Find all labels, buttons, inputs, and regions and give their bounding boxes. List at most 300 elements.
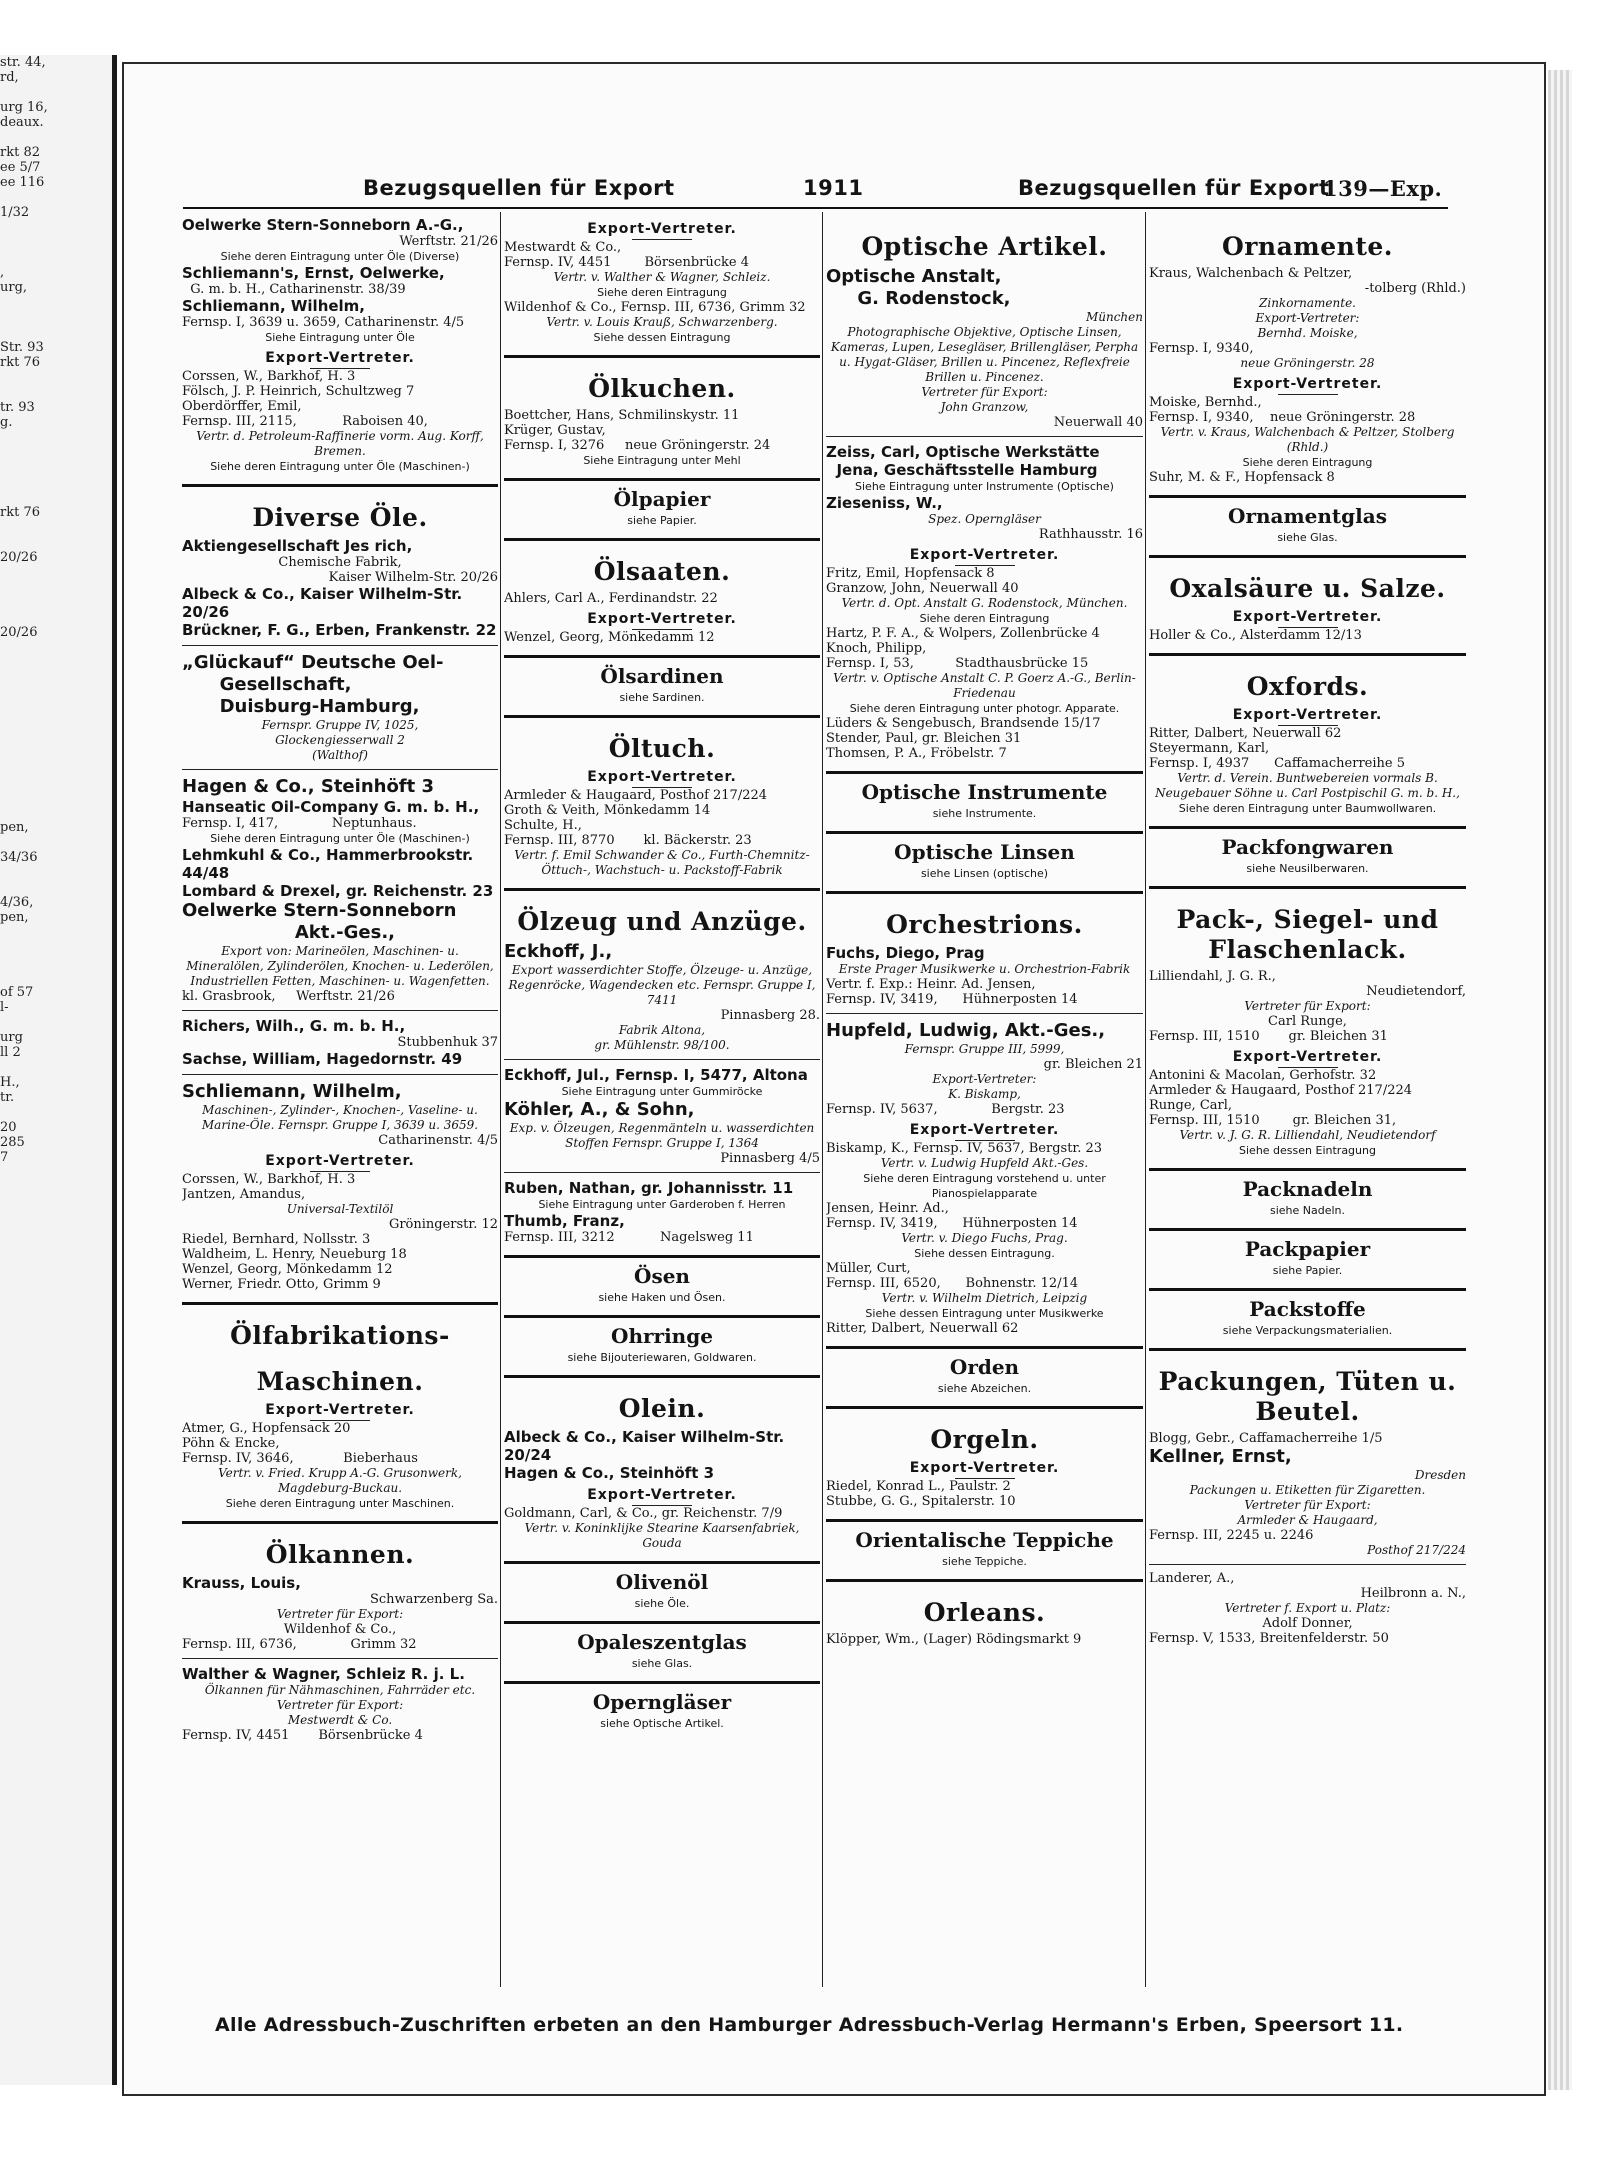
cross-reference: Siehe deren Eintragung: [1242, 456, 1373, 469]
entry-line: Klöpper, Wm., (Lager) Rödingsmarkt 9: [826, 1632, 1082, 1647]
cross-reference: Siehe deren Eintragung unter Baumwollwaren.: [1178, 802, 1437, 815]
column-divider: [822, 212, 823, 1987]
section-rule: [1149, 653, 1466, 656]
entry-line: Fernsp. IV, 5637, Bergstr. 23: [826, 1102, 1065, 1117]
firm-name: Krauss, Louis,: [182, 1574, 301, 1592]
subsection-heading: Operngläser: [592, 1690, 732, 1714]
description: Export von: Marineölen, Maschinen- u. Mineralölen, Zylinderölen, Knochen- u. Lederölen, Industriellen Fetten, Maschinen- u. Wagenfetten.: [186, 944, 498, 988]
entry-line: Fernsp. V, 1533, Breitenfelderstr. 50: [1149, 1631, 1389, 1646]
facing-page-text: l-: [0, 1000, 9, 1015]
section-heading: Olein.: [618, 1394, 706, 1423]
subsection-heading: Optische Instrumente: [861, 780, 1108, 804]
description: Mestwerdt & Co.: [287, 1713, 393, 1727]
description: Vertreter für Export:: [921, 385, 1048, 399]
firm-name: Oelwerke Stern-Sonneborn A.-G.,: [182, 216, 464, 234]
entry-line: Fernsp. I, 9340, neue Gröningerstr. 28: [1149, 410, 1416, 425]
entry-line: Riedel, Bernhard, Nollsstr. 3: [182, 1232, 371, 1247]
entry-line: Fölsch, J. P. Heinrich, Schultzweg 7: [182, 384, 415, 399]
facing-page-text: of 57: [0, 985, 34, 1000]
entry-line: Müller, Curt,: [826, 1261, 911, 1276]
facing-page-text: urg 16,: [0, 100, 48, 115]
section-rule: [826, 771, 1143, 774]
cross-reference: siehe Nadeln.: [1269, 1204, 1346, 1217]
cross-reference: Siehe dessen Eintragung: [1239, 1144, 1376, 1157]
section-rule: [182, 1521, 498, 1524]
entry-line: Suhr, M. & F., Hopfensack 8: [1149, 470, 1335, 485]
facing-page-text: ll 2: [0, 1045, 21, 1060]
entry-rule: [1149, 1564, 1466, 1565]
entry-line: Granzow, John, Neuerwall 40: [826, 581, 1019, 596]
entry-rule: [182, 1658, 498, 1659]
description: Vertr. v. Walther & Wagner, Schleiz.: [553, 270, 771, 284]
entry-line: Goldmann, Carl, & Co., gr. Reichenstr. 7/9: [504, 1506, 783, 1521]
entry-rule: [504, 1059, 820, 1060]
facing-page-text: [0, 430, 112, 445]
facing-page-text: rkt 76: [0, 505, 40, 520]
description: Photographische Objektive, Optische Linsen, Kameras, Lupen, Lesegläser, Brillengläser, Perpha u. Hygat-Gläser, Brillen u. Pincenez, Reflexfreie Brillen u. Pincenez.: [830, 325, 1142, 384]
entry-line: Runge, Carl,: [1149, 1098, 1233, 1113]
description: Export-Vertreter:: [1255, 311, 1360, 325]
section-rule: [826, 831, 1143, 834]
facing-page-text: [0, 85, 112, 100]
section-rule: [504, 1621, 820, 1624]
description: Vertr. v. Diego Fuchs, Prag.: [901, 1231, 1068, 1245]
facing-page-text: 285: [0, 1135, 25, 1150]
header-rule: [183, 207, 1448, 209]
entry-line: Stubbenhuk 37: [397, 1035, 498, 1050]
entry-line: Oberdörffer, Emil,: [182, 399, 302, 414]
facing-page-text: [0, 685, 112, 700]
entry-rule: [182, 1010, 498, 1011]
facing-page-text: [0, 220, 112, 235]
entry-line: Schwarzenberg Sa.: [369, 1592, 498, 1607]
section-heading: Optische Artikel.: [861, 232, 1108, 261]
facing-page-text: [0, 1060, 112, 1075]
subsection-heading: Packpapier: [1244, 1237, 1371, 1261]
facing-page-text: [0, 385, 112, 400]
entry-line: Fernsp. IV, 3419, Hühnerposten 14: [826, 1216, 1078, 1231]
firm-name-large: Schliemann, Wilhelm,: [182, 1081, 402, 1102]
firm-name: Walther & Wagner, Schleiz R. j. L.: [182, 1665, 465, 1683]
facing-page-text: [0, 880, 112, 895]
entry-line: Fernsp. III, 1510 gr. Bleichen 31,: [1149, 1113, 1397, 1128]
page-number: 139—Exp.: [1323, 176, 1443, 201]
firm-name-large: Optische Anstalt,: [826, 266, 1002, 287]
subheading: Export-Vertreter.: [504, 612, 820, 630]
section-rule: [504, 1375, 820, 1378]
facing-page-text: 34/36: [0, 850, 38, 865]
entry-line: Posthof 217/224: [1367, 1543, 1466, 1557]
facing-page-text: rkt 82: [0, 145, 40, 160]
facing-page-text: [0, 715, 112, 730]
facing-page-text: [0, 610, 112, 625]
subsection-heading: Ohrringe: [611, 1324, 713, 1348]
subsection-heading: Olivenöl: [615, 1570, 709, 1594]
entry-line: Jensen, Heinr. Ad.,: [826, 1201, 949, 1216]
firm-name: Lehmkuhl & Co., Hammerbrookstr. 44/48: [182, 846, 479, 882]
cross-reference: siehe Glas.: [631, 1657, 693, 1670]
facing-page-text: 1/32: [0, 205, 30, 220]
facing-page-text: rd,: [0, 70, 19, 85]
facing-page-text: [0, 325, 112, 340]
entry-line: Schulte, H.,: [504, 818, 582, 833]
firm-name: Richers, Wilh., G. m. b. H.,: [182, 1017, 406, 1035]
entry-line: Moiske, Bernhd.,: [1149, 395, 1262, 410]
firm-name-large: Duisburg-Hamburg,: [182, 696, 420, 717]
facing-page-text: [0, 190, 112, 205]
subheading: Export-Vertreter.: [182, 1403, 498, 1421]
subheading: Export-Vertreter.: [826, 548, 1143, 566]
description: Vertr. v. Louis Krauß, Schwarzenberg.: [546, 315, 778, 329]
section-rule: [504, 1255, 820, 1258]
subsection-heading: Opaleszentglas: [577, 1630, 747, 1654]
facing-page-text: [0, 1105, 112, 1120]
section-rule: [504, 538, 820, 541]
description: Vertreter für Export:: [276, 1698, 404, 1712]
footer-notice: Alle Adressbuch-Zuschriften erbeten an den Hamburger Adressbuch-Verlag Hermann's Erben, Speersort 11.: [215, 2014, 1404, 2036]
entry-line: Chemische Fabrik,: [278, 555, 402, 570]
section-heading: Ölzeug und Anzüge.: [517, 907, 807, 936]
description: John Granzow,: [940, 400, 1029, 414]
facing-page-text: [0, 925, 112, 940]
facing-page-text: [0, 970, 112, 985]
entry-line: Ritter, Dalbert, Neuerwall 62: [826, 1321, 1019, 1336]
description: (Walthof): [312, 748, 368, 762]
firm-name-large: Köhler, A., & Sohn,: [504, 1099, 695, 1120]
subheading: Export-Vertreter.: [504, 222, 820, 240]
facing-page-text: 4/36,: [0, 895, 34, 910]
entry-line: Jantzen, Amandus,: [182, 1187, 306, 1202]
entry-line: Steyermann, Karl,: [1149, 741, 1270, 756]
description: Vertreter für Export:: [1244, 1498, 1371, 1512]
firm-name: Lombard & Drexel, gr. Reichenstr. 23: [182, 882, 494, 900]
entry-rule: [182, 769, 498, 770]
entry-line: Ahlers, Carl A., Ferdinandstr. 22: [504, 591, 718, 606]
facing-page-text: [0, 295, 112, 310]
entry-line: Fernsp. IV, 4451 Börsenbrücke 4: [182, 1728, 423, 1743]
facing-page-text: [0, 565, 112, 580]
cross-reference: Siehe deren Eintragung: [919, 612, 1050, 625]
section-rule: [504, 1681, 820, 1684]
subheading: Export-Vertreter.: [182, 351, 498, 369]
entry-line: Armleder & Haugaard, Posthof 217/224: [1149, 1083, 1413, 1098]
entry-line: Pinnasberg 4/5: [720, 1151, 820, 1166]
entry-line: Fernsp. IV, 4451 Börsenbrücke 4: [504, 255, 750, 270]
subsection-heading: Packstoffe: [1249, 1297, 1366, 1321]
description: Vertr. v. Fried. Krupp A.-G. Grusonwerk, Magdeburg-Buckau.: [218, 1466, 466, 1495]
description: Erste Prager Musikwerke u. Orchestrion-Fabrik: [838, 962, 1131, 976]
section-heading: Orleans.: [923, 1598, 1046, 1627]
description: Zinkornamente.: [1259, 296, 1356, 310]
firm-name: Schliemann's, Ernst, Oelwerke,: [182, 264, 445, 282]
cross-reference: Siehe deren Eintragung: [597, 286, 727, 299]
column-2: [504, 216, 820, 1986]
cross-reference: siehe Glas.: [1277, 531, 1338, 544]
facing-page-text: [0, 475, 112, 490]
section-heading: Oxalsäure u. Salze.: [1169, 574, 1446, 603]
section-rule: [504, 888, 820, 891]
entry-line: Neuerwall 40: [1053, 415, 1143, 430]
subsection-heading: Ölsardinen: [600, 664, 724, 688]
entry-line: Ritter, Dalbert, Neuerwall 62: [1149, 726, 1342, 741]
facing-page-text: [0, 745, 112, 760]
description: Armleder & Haugaard,: [1237, 1513, 1378, 1527]
description: Exp. v. Ölzeugen, Regenmänteln u. wasserdichten Stoffen Fernspr. Gruppe I, 1364: [509, 1121, 819, 1150]
entry-line: Thomsen, P. A., Fröbelstr. 7: [826, 746, 1007, 761]
description: neue Gröningerstr. 28: [1240, 356, 1375, 370]
facing-page-text: 20/26: [0, 550, 38, 565]
subsection-heading: Ölpapier: [613, 487, 711, 511]
entry-line: Riedel, Konrad L., Paulstr. 2: [826, 1479, 1011, 1494]
cross-reference: Siehe Eintragung unter Mehl: [583, 454, 741, 467]
cross-reference: siehe Optische Artikel.: [600, 1717, 724, 1730]
entry-line: Fernsp. III, 6520, Bohnenstr. 12/14: [826, 1276, 1079, 1291]
entry-line: Lilliendahl, J. G. R.,: [1149, 969, 1276, 984]
page-edge: [1548, 70, 1572, 2090]
subsection-heading: Optische Linsen: [894, 840, 1075, 864]
entry-line: Kaiser Wilhelm-Str. 20/26: [328, 570, 498, 585]
cross-reference: siehe Öle.: [634, 1597, 690, 1610]
description: Spez. Operngläser: [928, 512, 1041, 526]
subsection-heading: Packfongwaren: [1221, 835, 1394, 859]
entry-line: Fernsp. III, 2115, Raboisen 40,: [182, 414, 428, 429]
description: Glockengiesserwall 2: [275, 733, 405, 747]
description: Ölkannen für Nähmaschinen, Fahrräder etc.: [204, 1683, 476, 1697]
cross-reference: Siehe deren Eintragung vorstehend u. unter Pianospielapparate: [863, 1172, 1110, 1200]
cross-reference: Siehe dessen Eintragung: [593, 331, 731, 344]
entry-rule: [182, 1074, 498, 1075]
section-rule: [504, 715, 820, 718]
subheading: Export-Vertreter.: [504, 770, 820, 788]
firm-name: Thumb, Franz,: [504, 1212, 625, 1230]
entry-line: Vertr. f. Exp.: Heinr. Ad. Jensen,: [826, 977, 1036, 992]
entry-line: Boettcher, Hans, Schmilinskystr. 11: [504, 408, 740, 423]
entry-line: Pöhn & Encke,: [182, 1436, 280, 1451]
section-rule: [826, 1579, 1143, 1582]
entry-line: Fernsp. I, 3639 u. 3659, Catharinenstr. 4/5: [182, 315, 465, 330]
facing-page-text: urg: [0, 1030, 23, 1045]
firm-name: Jena, Geschäftsstelle Hamburg: [826, 461, 1098, 479]
description: Fernspr. Gruppe III, 5999,: [904, 1042, 1065, 1056]
section-rule: [826, 891, 1143, 894]
firm-name: Albeck & Co., Kaiser Wilhelm-Str. 20/26: [182, 585, 468, 621]
entry-line: Fritz, Emil, Hopfensack 8: [826, 566, 995, 581]
subsection-heading: Ösen: [634, 1264, 690, 1288]
description: Vertreter für Export:: [276, 1607, 404, 1621]
facing-page-text: tr.: [0, 1090, 15, 1105]
description: Vertr. v. Koninklijke Stearine Kaarsenfabriek, Gouda: [524, 1521, 804, 1550]
section-rule: [826, 1406, 1143, 1409]
firm-name-large: Eckhoff, J.,: [504, 941, 613, 962]
facing-page-text: [0, 370, 112, 385]
entry-line: Biskamp, K., Fernsp. IV, 5637, Bergstr. 23: [826, 1141, 1103, 1156]
firm-name-large: „Glückauf“ Deutsche Oel-: [182, 652, 444, 673]
entry-line: Fernsp. IV, 3646, Bieberhaus: [182, 1451, 418, 1466]
entry-line: Fernsp. III, 2245 u. 2246: [1149, 1528, 1314, 1543]
description: Vertr. d. Verein. Buntwebereien vormals B. Neugebauer Söhne u. Carl Postpischil G. m. b. H.,: [1155, 771, 1460, 800]
section-heading: Oxfords.: [1246, 672, 1369, 701]
section-heading: Orgeln.: [930, 1425, 1039, 1454]
firm-name: Eckhoff, Jul., Fernsp. I, 5477, Altona: [504, 1066, 808, 1084]
entry-line: Corssen, W., Barkhof, H. 3: [182, 369, 356, 384]
entry-line: Fernsp. I, 3276 neue Gröningerstr. 24: [504, 438, 771, 453]
firm-name: Ruben, Nathan, gr. Johannisstr. 11: [504, 1179, 794, 1197]
section-rule: [1149, 1348, 1466, 1351]
facing-page-text: [0, 580, 112, 595]
cross-reference: Siehe deren Eintragung unter Öle (Maschinen-): [210, 832, 470, 845]
facing-page-text: [0, 655, 112, 670]
cross-reference: Siehe dessen Eintragung.: [914, 1247, 1055, 1260]
section-rule: [1149, 495, 1466, 498]
entry-rule: [826, 1013, 1143, 1014]
entry-line: Dresden: [1414, 1468, 1466, 1482]
section-heading: Ölfabrikations-: [230, 1321, 450, 1350]
facing-page-text: [0, 250, 112, 265]
facing-page-text: ee 116: [0, 175, 45, 190]
section-heading: Öltuch.: [608, 734, 716, 763]
entry-line: Fernsp. III, 1510 gr. Bleichen 31: [1149, 1029, 1388, 1044]
facing-page-text: ee 5/7: [0, 160, 41, 175]
facing-page-text: [0, 310, 112, 325]
entry-line: Blogg, Gebr., Caffamacherreihe 1/5: [1149, 1431, 1383, 1446]
entry-line: Landerer, A.,: [1149, 1571, 1235, 1586]
cross-reference: siehe Instrumente.: [932, 807, 1037, 820]
cross-reference: Siehe deren Eintragung unter Öle (Diverse): [220, 250, 460, 263]
firm-name-large: Kellner, Ernst,: [1149, 1446, 1292, 1467]
section-rule: [826, 1346, 1143, 1349]
entry-line: Corssen, W., Barkhof, H. 3: [182, 1172, 356, 1187]
column-divider: [1145, 212, 1146, 1987]
firm-name: Albeck & Co., Kaiser Wilhelm-Str. 20/24: [504, 1428, 790, 1464]
facing-page-text: [0, 130, 112, 145]
entry-line: Heilbronn a. N.,: [1360, 1586, 1466, 1601]
facing-page-text: [0, 520, 112, 535]
section-heading: Orchestrions.: [886, 910, 1083, 939]
facing-page-text: urg,: [0, 280, 28, 295]
firm-name: Zieseniss, W.,: [826, 494, 943, 512]
facing-page-text: [0, 730, 112, 745]
entry-line: Fernsp. III, 6736, Grimm 32: [182, 1637, 417, 1652]
header-left: Bezugsquellen für Export: [363, 176, 675, 200]
entry-line: Catharinenstr. 4/5: [378, 1133, 498, 1148]
section-heading: Ölkannen.: [265, 1540, 415, 1569]
entry-line: Wenzel, Georg, Mönkedamm 12: [504, 630, 715, 645]
subsection-heading: Packnadeln: [1242, 1177, 1373, 1201]
description: Bernhd. Moiske,: [1257, 326, 1358, 340]
entry-line: G. m. b. H., Catharinenstr. 38/39: [182, 282, 406, 297]
entry-line: Fernsp. III, 3212 Nagelsweg 11: [504, 1230, 754, 1245]
section-heading: Ornamente.: [1221, 232, 1393, 261]
entry-line: Wildenhof & Co., Fernsp. III, 6736, Grimm 32: [504, 300, 806, 315]
subheading: Export-Vertreter.: [504, 1488, 820, 1506]
entry-line: Lüders & Sengebusch, Brandsende 15/17: [826, 716, 1101, 731]
entry-line: Neudietendorf,: [1366, 984, 1466, 999]
description: Vertr. d. Opt. Anstalt G. Rodenstock, München.: [841, 596, 1128, 610]
cross-reference: siehe Abzeichen.: [937, 1382, 1032, 1395]
description: K. Biskamp,: [948, 1087, 1021, 1101]
description: gr. Mühlenstr. 98/100.: [594, 1038, 730, 1052]
description: Fernspr. Gruppe IV, 1025,: [261, 718, 419, 732]
section-rule: [826, 1519, 1143, 1522]
entry-line: Armleder & Haugaard, Posthof 217/224: [504, 788, 768, 803]
entry-line: Groth & Veith, Mönkedamm 14: [504, 803, 711, 818]
entry-line: Fernsp. I, 4937 Caffamacherreihe 5: [1149, 756, 1405, 771]
firm-name: Brückner, F. G., Erben, Frankenstr. 22: [182, 621, 497, 639]
description: Export-Vertreter:: [932, 1072, 1037, 1086]
section-heading: Pack-, Siegel- und Flaschenlack.: [1176, 905, 1448, 964]
entry-line: Pinnasberg 28.: [720, 1008, 820, 1023]
section-rule: [504, 655, 820, 658]
section-rule: [1149, 826, 1466, 829]
firm-name: Schliemann, Wilhelm,: [182, 297, 366, 315]
description: Vertr. v. Wilhelm Dietrich, Leipzig: [881, 1291, 1088, 1305]
description: Vertr. v. J. G. R. Lilliendahl, Neudietendorf: [1179, 1128, 1436, 1142]
facing-page-text: [0, 445, 112, 460]
entry-line: Wenzel, Georg, Mönkedamm 12: [182, 1262, 393, 1277]
subheading: Export-Vertreter.: [1149, 610, 1466, 628]
section-rule: [182, 484, 498, 487]
cross-reference: siehe Teppiche.: [942, 1555, 1027, 1568]
facing-page-text: [0, 460, 112, 475]
subheading: Export-Vertreter.: [1149, 1050, 1466, 1068]
description: Universal-Textilöl: [286, 1202, 394, 1216]
facing-page-text: [0, 640, 112, 655]
cross-reference: Siehe Eintragung unter Instrumente (Optische): [855, 480, 1114, 493]
firm-name: Hagen & Co., Steinhöft 3: [504, 1464, 715, 1482]
entry-line: Mestwardt & Co.,: [504, 240, 622, 255]
column-3: [826, 216, 1143, 1986]
section-heading: Packungen, Tüten u. Beutel.: [1158, 1367, 1466, 1426]
firm-name: Fuchs, Diego, Prag: [826, 944, 985, 962]
entry-line: Werftstr. 21/26: [399, 234, 498, 249]
cross-reference: Siehe dessen Eintragung unter Musikwerke: [865, 1307, 1104, 1320]
cross-reference: siehe Papier.: [1272, 1264, 1343, 1277]
facing-page-fragment: [0, 55, 117, 2085]
firm-name: Zeiss, Carl, Optische Werkstätte: [826, 443, 1100, 461]
entry-line: Gröningerstr. 12: [388, 1217, 498, 1232]
facing-page-text: [0, 1015, 112, 1030]
description: Packungen u. Etiketten für Zigaretten.: [1189, 1483, 1426, 1497]
facing-page-text: deaux.: [0, 115, 44, 130]
firm-name: Sachse, William, Hagedornstr. 49: [182, 1050, 463, 1068]
cross-reference: Siehe deren Eintragung unter Öle (Maschinen-): [210, 460, 470, 473]
facing-page-text: pen,: [0, 820, 29, 835]
column-4: [1149, 216, 1466, 1986]
subsection-heading: Orientalische Teppiche: [855, 1528, 1114, 1552]
subsection-heading: Ornamentglas: [1228, 504, 1387, 528]
entry-line: -tolberg (Rhld.): [1364, 281, 1466, 296]
entry-line: Fernsp. III, 8770 kl. Bäckerstr. 23: [504, 833, 752, 848]
description: Export wasserdichter Stoffe, Ölzeuge- u. Anzüge, Regenröcke, Wagendecken etc. Fernspr. Gruppe I, 7411: [508, 963, 820, 1007]
subheading: Export-Vertreter.: [1149, 377, 1466, 395]
description: Vertr. f. Emil Schwander & Co., Furth-Chemnitz-Öttuch-, Wachstuch- u. Packstoff-Fabrik: [514, 848, 810, 877]
section-rule: [504, 478, 820, 481]
section-rule: [504, 355, 820, 358]
facing-page-text: [0, 490, 112, 505]
facing-page-text: H.,: [0, 1075, 20, 1090]
entry-line: Waldheim, L. Henry, Neueburg 18: [182, 1247, 407, 1262]
section-rule: [1149, 555, 1466, 558]
entry-line: Stubbe, G. G., Spitalerstr. 10: [826, 1494, 1016, 1509]
description: Vertr. d. Petroleum-Raffinerie vorm. Aug. Korff, Bremen.: [196, 429, 488, 458]
cross-reference: Siehe Eintragung unter Garderoben f. Herren: [538, 1198, 786, 1211]
firm-name-large: Akt.-Ges.,: [182, 922, 395, 943]
section-rule: [1149, 1168, 1466, 1171]
facing-page-text: [0, 790, 112, 805]
facing-page-text: [0, 955, 112, 970]
cross-reference: siehe Papier.: [627, 514, 697, 527]
description: Fabrik Altona,: [618, 1023, 706, 1037]
